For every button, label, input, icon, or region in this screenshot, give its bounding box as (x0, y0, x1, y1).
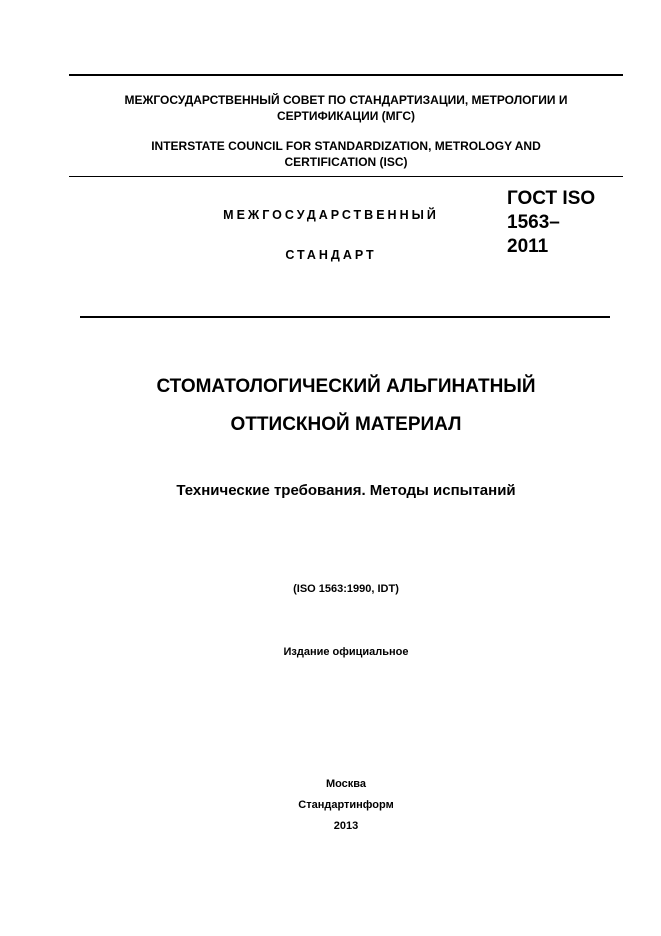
council-en-line-2: CERTIFICATION (ISC) (284, 155, 408, 169)
title-line-1: СТОМАТОЛОГИЧЕСКИЙ АЛЬГИНАТНЫЙ (156, 376, 536, 397)
council-name-english (80, 138, 612, 170)
top-rule (69, 74, 623, 76)
designation-line-3: 2011 (507, 236, 549, 257)
lower-rule (80, 316, 610, 318)
council-name-russian (80, 92, 612, 124)
council-ru-line-2: СЕРТИФИКАЦИИ (МГС) (277, 109, 415, 123)
imprint (80, 774, 612, 837)
title-line-2: ОТТИСКНОЙ МАТЕРИАЛ (230, 414, 462, 435)
standard-type-word-1: МЕЖГОСУДАРСТВЕННЫЙ (223, 208, 439, 222)
imprint-publisher: Стандартинформ (298, 799, 394, 811)
imprint-city: Москва (325, 778, 367, 790)
council-en-line-1: INTERSTATE COUNCIL FOR STANDARDIZATION, METROLOGY AND (151, 139, 541, 153)
document-subtitle: Технические требования. Методы испытаний (176, 482, 516, 499)
iso-reference: (ISO 1563:1990, IDT) (293, 583, 399, 595)
middle-rule (69, 176, 623, 177)
standard-type-word-2: СТАНДАРТ (285, 248, 377, 262)
designation-line-2: 1563– (507, 212, 560, 233)
council-ru-line-1: МЕЖГОСУДАРСТВЕННЫЙ СОВЕТ ПО СТАНДАРТИЗАЦИИ, МЕТРОЛОГИИ И (124, 93, 568, 107)
standard-designation (507, 187, 617, 259)
document-title (80, 368, 612, 444)
designation-line-1: ГОСТ ISO (507, 188, 596, 209)
edition-label: Издание официальное (283, 646, 409, 658)
imprint-year: 2013 (333, 820, 359, 832)
